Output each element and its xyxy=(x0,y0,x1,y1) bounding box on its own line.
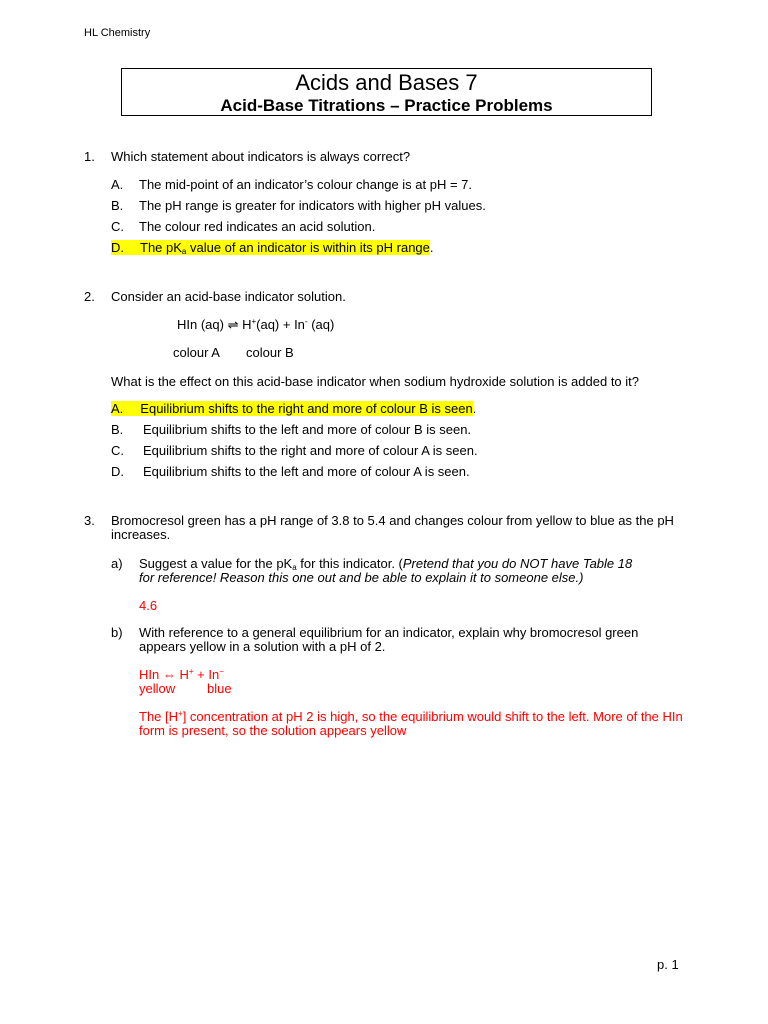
q3a-sub: a xyxy=(292,563,297,572)
question-3-line1: Bromocresol green has a pH range of 3.8 to 5.4 and changes colour from yellow to blue as the pH xyxy=(111,513,674,528)
q3b-ans-line1: ] concentration at pH 2 is high, so the equilibrium would shift to the left. More of the HIn xyxy=(182,709,683,724)
q2-eq-sup2: - xyxy=(304,317,308,326)
q2-colour-a: colour A xyxy=(173,345,220,360)
question-1-text: Which statement about indicators is always correct? xyxy=(111,149,411,164)
q3b-answer-line1 xyxy=(139,710,683,724)
title-box xyxy=(121,68,652,116)
q3b-line2: appears yellow in a solution with a pH of 2. xyxy=(139,639,386,654)
question-3-line2: increases. xyxy=(111,527,171,542)
page-subtitle: Acid-Base Titrations – Practice Problems xyxy=(220,96,553,115)
q2-eq-mid: (aq) + In xyxy=(256,317,305,332)
q2-option-d-text: Equilibrium shifts to the left and more of colour A is seen. xyxy=(143,464,470,479)
page-title: Acids and Bases 7 xyxy=(295,70,478,95)
q1-option-d-pre: The pK xyxy=(140,240,182,255)
q1-option-c-letter: C. xyxy=(111,219,124,234)
q2-option-b-text: Equilibrium shifts to the left and more of colour B is seen. xyxy=(143,422,472,437)
q2-eq-right: (aq) xyxy=(307,317,335,332)
q3b-ans-sup: + xyxy=(178,709,183,718)
q2-option-a-highlight xyxy=(111,401,473,416)
q2-option-c-letter: C. xyxy=(111,443,124,458)
q1-option-d-post: value of an indicator is within its pH range xyxy=(186,240,430,255)
q2-question: What is the effect on this acid-base indicator when sodium hydroxide solution is added to it? xyxy=(111,374,640,389)
q3a-line2 xyxy=(139,571,583,585)
q1-option-d xyxy=(111,241,434,255)
q2-option-d-letter: D. xyxy=(111,464,124,479)
q3b-eq-left: HIn ⇔ H xyxy=(139,667,189,682)
q1-option-d-highlight xyxy=(111,240,430,255)
q1-option-a-text: The mid-point of an indicator’s colour change is at pH = 7. xyxy=(139,177,473,192)
q2-option-a-tail: . xyxy=(472,401,477,416)
q2-option-a xyxy=(111,402,476,416)
q3b-eq-mid: + In xyxy=(193,667,220,682)
q1-option-d-sub: a xyxy=(181,247,187,256)
question-1-number: 1. xyxy=(84,149,95,164)
q2-eq-sup1: + xyxy=(251,317,257,326)
q3b-label: b) xyxy=(111,625,123,640)
q1-option-d-letter: D. xyxy=(111,240,124,255)
q3b-eq-sup2: − xyxy=(219,667,224,676)
question-3-number: 3. xyxy=(84,513,95,528)
q3a-answer: 4.6 xyxy=(139,598,158,613)
q3a-italic2: for reference! Reason this one out and be able to explain it to someone else.) xyxy=(139,570,584,585)
q3b-eq-sup1: + xyxy=(188,667,194,676)
page-number: p. 1 xyxy=(657,957,679,972)
q3a-italic1: Pretend that you do NOT have Table 18 xyxy=(402,556,633,571)
q1-option-b-text: The pH range is greater for indicators with higher pH values. xyxy=(139,198,486,213)
q1-option-c-text: The colour red indicates an acid solution. xyxy=(139,219,376,234)
q2-colour-b: colour B xyxy=(246,345,294,360)
course-header: HL Chemistry xyxy=(84,27,151,39)
q3a-label: a) xyxy=(111,556,123,571)
q2-option-a-letter: A. xyxy=(111,401,124,416)
q3b-line1: With reference to a general equilibrium for an indicator, explain why bromocresol green xyxy=(139,625,639,640)
q3a-line1 xyxy=(139,557,632,571)
question-2-text: Consider an acid-base indicator solution. xyxy=(111,289,346,304)
q2-option-a-text: Equilibrium shifts to the right and more of colour B is seen xyxy=(140,401,473,416)
q3b-blue: blue xyxy=(207,681,232,696)
q1-option-a-letter: A. xyxy=(111,177,124,192)
q1-option-b-letter: B. xyxy=(111,198,124,213)
q1-option-d-tail: . xyxy=(429,240,434,255)
q2-option-b-letter: B. xyxy=(111,422,124,437)
question-2-number: 2. xyxy=(84,289,95,304)
q3b-equation xyxy=(139,668,224,682)
q3b-yellow: yellow xyxy=(139,681,176,696)
q2-eq-left: HIn (aq) ⇌ H xyxy=(177,317,252,332)
q3a-pre: Suggest a value for the pK xyxy=(139,556,293,571)
q3b-ans-pre: The [H xyxy=(139,709,179,724)
q2-option-c-text: Equilibrium shifts to the right and more of colour A is seen. xyxy=(143,443,478,458)
q2-equation xyxy=(177,318,334,332)
q3b-answer-line2: form is present, so the solution appears yellow xyxy=(139,723,407,738)
q3a-mid: for this indicator. ( xyxy=(296,556,403,571)
